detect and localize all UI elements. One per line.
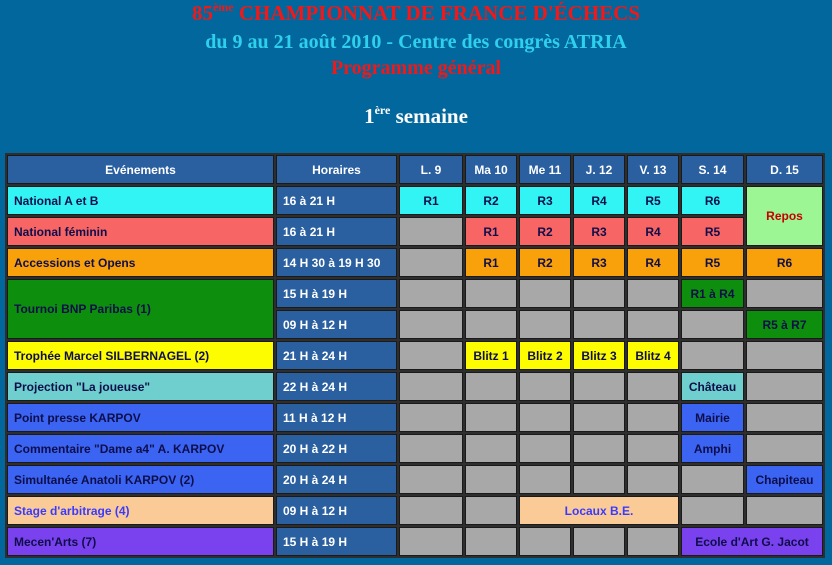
blitz-cell: Blitz 1 — [465, 341, 517, 370]
event-name: Projection "La joueuse" — [7, 372, 274, 401]
schedule-table — [5, 153, 825, 558]
round-cell: R1 — [399, 186, 463, 215]
empty-cell — [681, 341, 744, 370]
empty-cell — [627, 527, 679, 556]
round-cell: R3 — [573, 217, 625, 246]
empty-cell — [573, 465, 625, 494]
col-day: S. 14 — [681, 155, 744, 184]
empty-cell — [465, 310, 517, 339]
empty-cell — [465, 403, 517, 432]
event-name: National féminin — [7, 217, 274, 246]
venue-cell: Amphi — [681, 434, 744, 463]
empty-cell — [746, 496, 823, 525]
empty-cell — [519, 527, 571, 556]
venue-cell: Ecole d'Art G. Jacot — [681, 527, 823, 556]
event-name: Accessions et Opens — [7, 248, 274, 277]
col-day: Me 11 — [519, 155, 571, 184]
round-cell: R3 — [573, 248, 625, 277]
event-hours: 09 H à 12 H — [276, 496, 397, 525]
empty-cell — [465, 372, 517, 401]
empty-cell — [627, 310, 679, 339]
empty-cell — [519, 403, 571, 432]
round-cell: R5 — [681, 217, 744, 246]
empty-cell — [399, 403, 463, 432]
table-row — [7, 465, 823, 494]
round-cell: R1 — [465, 248, 517, 277]
empty-cell — [627, 279, 679, 308]
venue-cell: Chapiteau — [746, 465, 823, 494]
col-events: Evénements — [7, 155, 274, 184]
empty-cell — [399, 217, 463, 246]
event-hours: 16 à 21 H — [276, 186, 397, 215]
table-row — [7, 496, 823, 525]
empty-cell — [519, 465, 571, 494]
col-day: Ma 10 — [465, 155, 517, 184]
empty-cell — [681, 310, 744, 339]
event-dates: du 9 au 21 août 2010 - Centre des congrès ATRIA — [205, 31, 627, 53]
event-hours: 22 H à 24 H — [276, 372, 397, 401]
round-cell: R4 — [627, 248, 679, 277]
empty-cell — [465, 279, 517, 308]
rest-day-cell: Repos — [746, 186, 823, 246]
empty-cell — [573, 279, 625, 308]
empty-cell — [399, 496, 463, 525]
round-cell: R5 à R7 — [746, 310, 823, 339]
event-name: National A et B — [7, 186, 274, 215]
venue-cell: Locaux B.E. — [519, 496, 679, 525]
table-row — [7, 372, 823, 401]
empty-cell — [399, 434, 463, 463]
table-row — [7, 527, 823, 556]
event-name: Stage d'arbitrage (4) — [7, 496, 274, 525]
empty-cell — [465, 465, 517, 494]
empty-cell — [573, 372, 625, 401]
event-name: Commentaire "Dame a4" A. KARPOV — [7, 434, 274, 463]
empty-cell — [519, 372, 571, 401]
empty-cell — [627, 372, 679, 401]
round-cell: R4 — [627, 217, 679, 246]
venue-cell: Mairie — [681, 403, 744, 432]
event-hours: 21 H à 24 H — [276, 341, 397, 370]
empty-cell — [465, 527, 517, 556]
table-row — [7, 217, 823, 246]
empty-cell — [573, 403, 625, 432]
event-hours: 15 H à 19 H — [276, 527, 397, 556]
empty-cell — [746, 279, 823, 308]
event-hours: 09 H à 12 H — [276, 310, 397, 339]
table-row — [7, 403, 823, 432]
event-hours: 15 H à 19 H — [276, 279, 397, 308]
round-cell: R2 — [465, 186, 517, 215]
col-hours: Horaires — [276, 155, 397, 184]
empty-cell — [519, 310, 571, 339]
event-name: Simultanée Anatoli KARPOV (2) — [7, 465, 274, 494]
empty-cell — [627, 403, 679, 432]
event-name: Point presse KARPOV — [7, 403, 274, 432]
empty-cell — [519, 434, 571, 463]
event-hours: 20 H à 24 H — [276, 465, 397, 494]
empty-cell — [399, 465, 463, 494]
round-cell: R2 — [519, 217, 571, 246]
round-cell: R5 — [627, 186, 679, 215]
empty-cell — [399, 341, 463, 370]
empty-cell — [465, 434, 517, 463]
round-cell: R5 — [681, 248, 744, 277]
empty-cell — [681, 465, 744, 494]
empty-cell — [746, 403, 823, 432]
venue-cell: Château — [681, 372, 744, 401]
empty-cell — [746, 341, 823, 370]
table-row — [7, 341, 823, 370]
round-cell: R6 — [746, 248, 823, 277]
empty-cell — [627, 434, 679, 463]
empty-cell — [465, 496, 517, 525]
round-cell: R2 — [519, 248, 571, 277]
event-hours: 16 à 21 H — [276, 217, 397, 246]
table-row — [7, 186, 823, 215]
championship-title: 85ème CHAMPIONNAT DE FRANCE D'ÉCHECS — [191, 0, 641, 25]
table-row — [7, 434, 823, 463]
event-hours: 14 H 30 à 19 H 30 — [276, 248, 397, 277]
empty-cell — [399, 310, 463, 339]
empty-cell — [399, 527, 463, 556]
empty-cell — [681, 496, 744, 525]
col-day: J. 12 — [573, 155, 625, 184]
col-day: V. 13 — [627, 155, 679, 184]
round-cell: R1 — [465, 217, 517, 246]
empty-cell — [746, 434, 823, 463]
event-hours: 11 H à 12 H — [276, 403, 397, 432]
empty-cell — [573, 310, 625, 339]
event-name: Mecen'Arts (7) — [7, 527, 274, 556]
round-cell: R3 — [519, 186, 571, 215]
programme-title: Programme général — [330, 57, 502, 79]
event-name: Trophée Marcel SILBERNAGEL (2) — [7, 341, 274, 370]
blitz-cell: Blitz 2 — [519, 341, 571, 370]
empty-cell — [399, 279, 463, 308]
round-cell: R1 à R4 — [681, 279, 744, 308]
round-cell: R6 — [681, 186, 744, 215]
empty-cell — [573, 434, 625, 463]
table-header-row — [7, 155, 823, 184]
empty-cell — [746, 372, 823, 401]
event-name: Tournoi BNP Paribas (1) — [7, 279, 274, 339]
empty-cell — [399, 372, 463, 401]
blitz-cell: Blitz 3 — [573, 341, 625, 370]
empty-cell — [573, 527, 625, 556]
empty-cell — [519, 279, 571, 308]
week-title: 1ère semaine — [364, 103, 468, 128]
empty-cell — [627, 465, 679, 494]
empty-cell — [399, 248, 463, 277]
col-day: L. 9 — [399, 155, 463, 184]
event-hours: 20 H à 22 H — [276, 434, 397, 463]
col-day: D. 15 — [746, 155, 823, 184]
table-row — [7, 248, 823, 277]
round-cell: R4 — [573, 186, 625, 215]
blitz-cell: Blitz 4 — [627, 341, 679, 370]
table-row — [7, 279, 823, 308]
